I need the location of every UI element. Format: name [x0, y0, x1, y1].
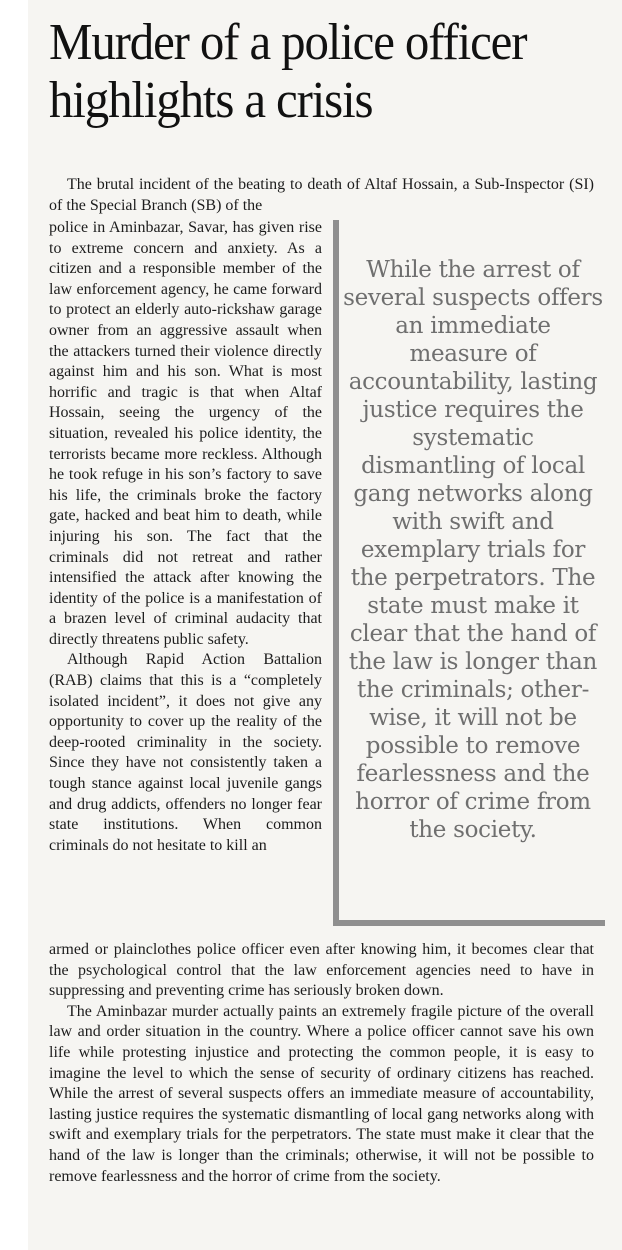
pull-quote-text: While the arrest of several suspects offers an immediate measure of accountability, lasting justice requires the systematic dismantling of local gang networks along with swift and exemplary trials for the perpetrators. The state must make it clear that the hand of the law is longer than the criminals; other-wise, it will not be possible to remove fearlessness and the horror of crime from the society. — [343, 257, 603, 843]
continuation-paragraph: armed or plainclothes police officer even after knowing him, it becomes clear that the psychological control that the law enforcement agencies need to have in suppressing and preventing crime has seriously broken down. — [49, 941, 594, 1000]
column-paragraph-2: Although Rapid Action Battalion (RAB) claims that this is a “completely isolated incident”, it does not give any opportunity to cover up the reality of the deep-rooted criminality in the society. Since they have not consistently taken a tough stance against local juvenile gangs and drug addicts, offenders no longer fear state institutions. When common criminals do not hesitate to kill an — [49, 651, 322, 854]
lead-paragraph: The brutal incident of the beating to death of Altaf Hossain, a Sub-Inspector (SI) of the Special Branch (SB) of the — [49, 176, 594, 214]
pull-quote-box — [333, 220, 605, 926]
article-headline: Murder of a police officer highlights a crisis — [49, 14, 527, 129]
article-bottom-section — [49, 940, 594, 1187]
article-lead — [49, 175, 594, 216]
final-paragraph: The Aminbazar murder actually paints an extremely fragile picture of the overall law and order situation in the country. Where a police officer cannot save his own life while protesting injustice and protecting the common people, it is easy to imagine the level to which the sense of security of ordinary citizens has reached. While the arrest of several suspects offers an immediate measure of accountability, lasting justice requires the systematic dismantling of local gang networks along with swift and exemplary trials for the perpetrators. The state must make it clear that the hand of the law is longer than the criminals; otherwise, it will not be possible to remove fearlessness and the horror of crime from the society. — [49, 1002, 594, 1185]
column-paragraph-1: police in Aminbazar, Savar, has given rise to extreme concern and anxiety. As a citizen and a responsible member of the law enforcement agency, he came forward to protect an elderly auto-rickshaw garage owner from an aggressive assault when the attackers turned their violence directly against him and his son. What is most horrific and tragic is that when Altaf Hossain, seeing the urgency of the situation, revealed his police identity, the terrorists became more reckless. Although he took refuge in his son’s factory to save his life, the criminals broke the factory gate, hacked and beat him to death, while injuring his son. The fact that the criminals did not retreat and rather intensified the attack after knowing the identity of the police is a manifestation of a brazen level of criminal audacity that directly threatens public safety. — [49, 219, 322, 648]
article-left-column — [49, 218, 322, 856]
